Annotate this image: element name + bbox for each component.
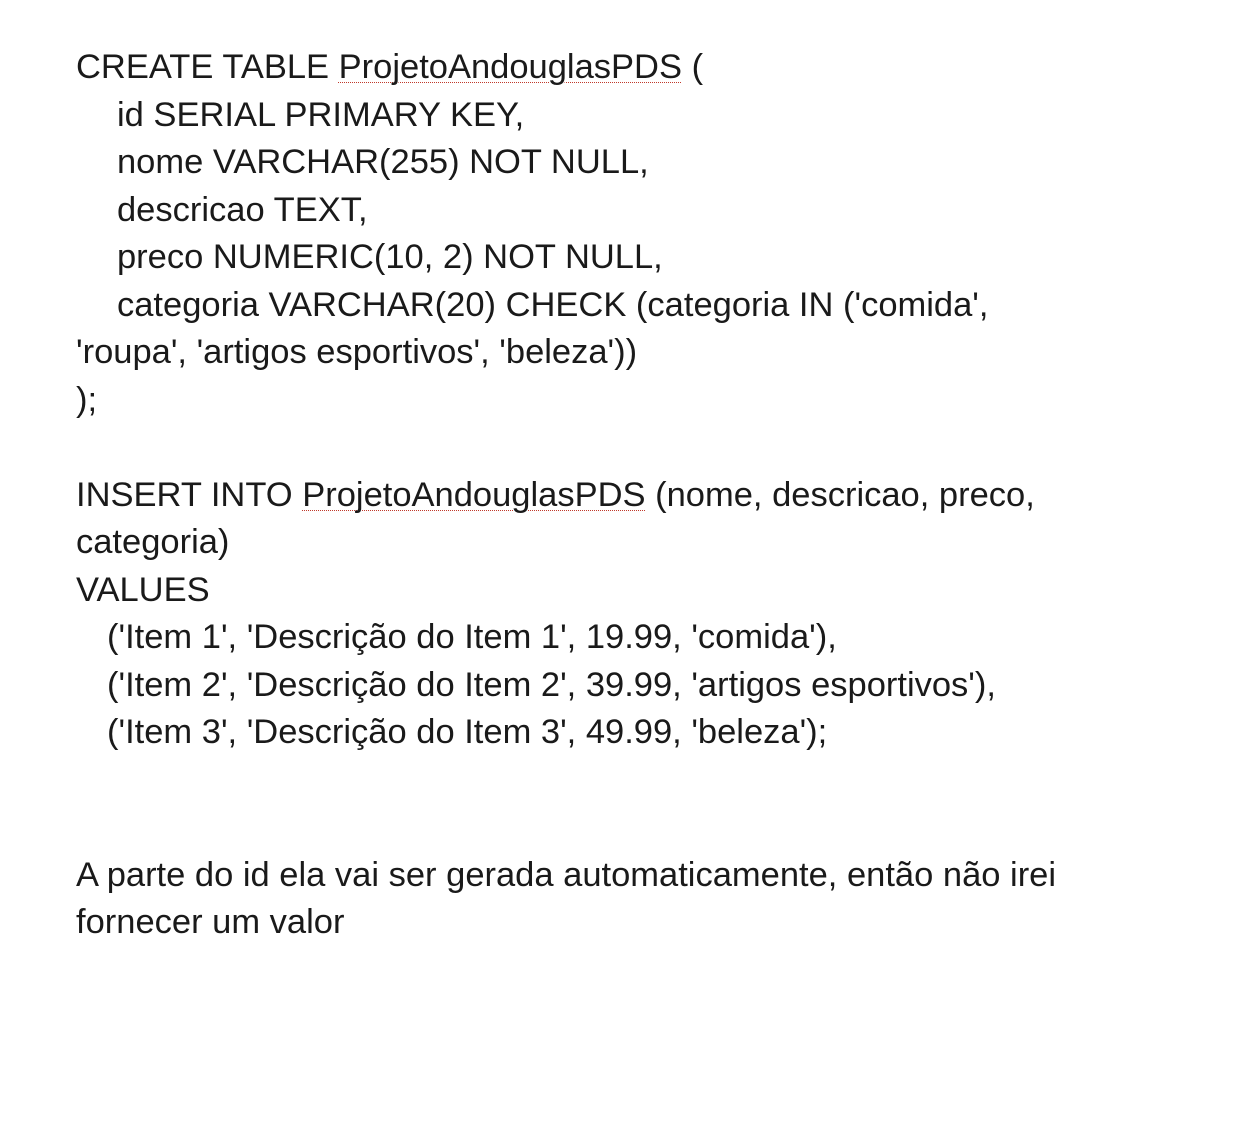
column-descricao-line: descricao TEXT, [117,190,368,229]
note-paragraph-line-2: fornecer um valor [76,903,345,941]
spacer [76,757,1196,852]
note-paragraph-line-1: A parte do id ela vai ser gerada automaticamente, então não irei [76,855,1057,894]
open-paren: ( [681,48,704,86]
insert-into-line [76,472,1196,520]
table-name-misspelled[interactable]: ProjetoAndouglasPDS [338,48,682,86]
values-keyword: VALUES [76,570,210,609]
create-table-close: ); [76,380,98,419]
sql-keyword-insert-into: INSERT INTO [76,475,303,514]
document-body [76,44,1196,947]
column-id-line: id SERIAL PRIMARY KEY, [117,95,525,134]
column-categoria-line: categoria VARCHAR(20) CHECK (categoria IN ('comida', [117,285,989,324]
insert-table-name-misspelled[interactable]: ProjetoAndouglasPDS [302,475,646,514]
values-row: ('Item 2', 'Descrição do Item 2', 39.99, 'artigos esportivos'), [107,665,996,704]
insert-columns-continuation: categoria) [76,523,230,561]
create-table-line [76,44,1196,92]
column-categoria-continuation: 'roupa', 'artigos esportivos', 'beleza')) [76,333,638,371]
column-preco-line: preco NUMERIC(10, 2) NOT NULL, [117,238,663,276]
insert-columns: (nome, descricao, preco, [645,475,1035,514]
spacer [76,424,1196,472]
values-row: ('Item 3', 'Descrição do Item 3', 49.99, 'beleza'); [107,713,828,751]
column-nome-line: nome VARCHAR(255) NOT NULL, [117,143,649,181]
sql-keyword-create-table: CREATE TABLE [76,48,339,86]
values-row: ('Item 1', 'Descrição do Item 1', 19.99, 'comida'), [107,618,837,656]
